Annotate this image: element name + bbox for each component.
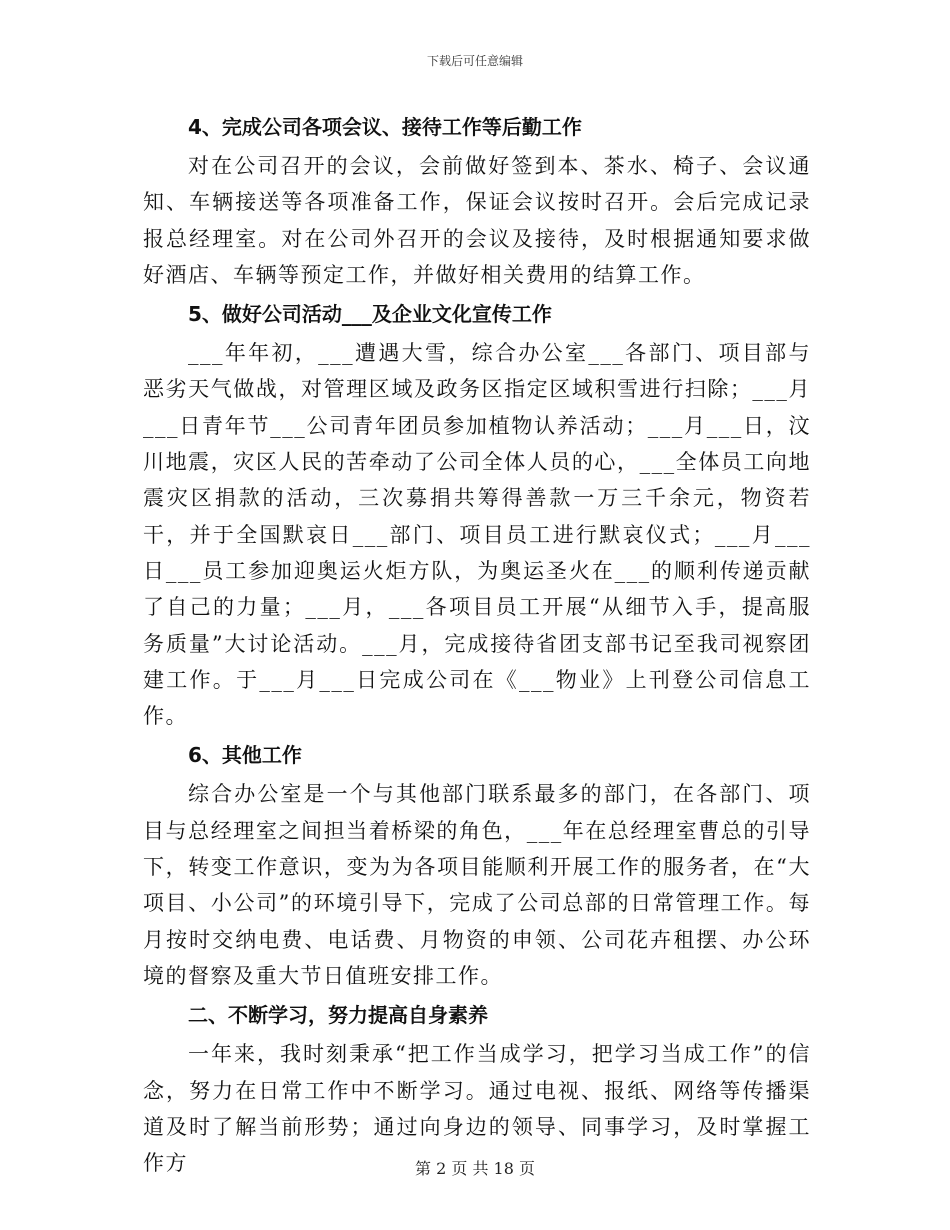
section-paragraph-meetings: 对在公司召开的会议，会前做好签到本、茶水、椅子、会议通知、车辆接送等各项准备工作，保证会议按时召开。会后完成记录报总经理室。对在公司外召开的会议及接待，及时根据通知要求做好酒店、车辆等预定工作，并做好相关费用的结算工作。 — [143, 154, 811, 287]
page-header: 下载后可任意编辑 — [426, 54, 523, 68]
section-paragraph-activities: ___年年初，___遭遇大雪，综合办公室___各部门、项目部与恶劣天气做战，对管理区域及政务区指定区域积雪进行扫除；___月___日青年节___公司青年团员参加植物认养活动；___月___日，汶川地震，灾区人民的苦牵动了公司全体人员的心，___全体员工向地震灾区捐款的活动，三次募捐共筹得善款一万三千余元，物资若干，并于全国默哀日___部门、项目员工进行默哀仪式；___月___日___员工参加迎奥运火炬方队，为奥运圣火在___的顺利传递贡献了自己的力量；___月，___各项目员工开展“从细节入手，提高服务质量”大讨论活动。___月，完成接待省团支部书记至我司视察团建工作。于___月___日完成公司在《___物业》上刊登公司信息工作。 — [143, 341, 811, 729]
section-paragraph-other-work: 综合办公室是一个与其他部门联系最多的部门，在各部门、项目与总经理室之间担当着桥梁的角色，___年在总经理室曹总的引导下，转变工作意识，变为为各项目能顺利开展工作的服务者，在“大项目、小公司”的环境引导下，完成了公司总部的日常管理工作。每月按时交纳电费、电话费、月物资的申领、公司花卉租摆、办公环境的督察及重大节日值班安排工作。 — [143, 782, 811, 988]
document-body — [143, 106, 811, 1181]
section-heading-meetings: 4、完成公司各项会议、接待工作等后勤工作 — [188, 115, 582, 139]
section-paragraph-learning: 一年来，我时刻秉承“把工作当成学习，把学习当成工作”的信念，努力在日常工作中不断学习。通过电视、报纸、网络等传播渠道及时了解当前形势；通过向身边的领导、同事学习，及时掌握工作方 — [143, 1042, 811, 1176]
page-footer: 第 2 页 共 18 页 — [415, 1159, 535, 1178]
section-heading-activities: 5、做好公司活动___及企业文化宣传工作 — [188, 302, 552, 327]
section-heading-learning: 二、不断学习，努力提高自身素养 — [188, 1003, 488, 1028]
section-heading-other-work: 6、其他工作 — [188, 743, 302, 768]
